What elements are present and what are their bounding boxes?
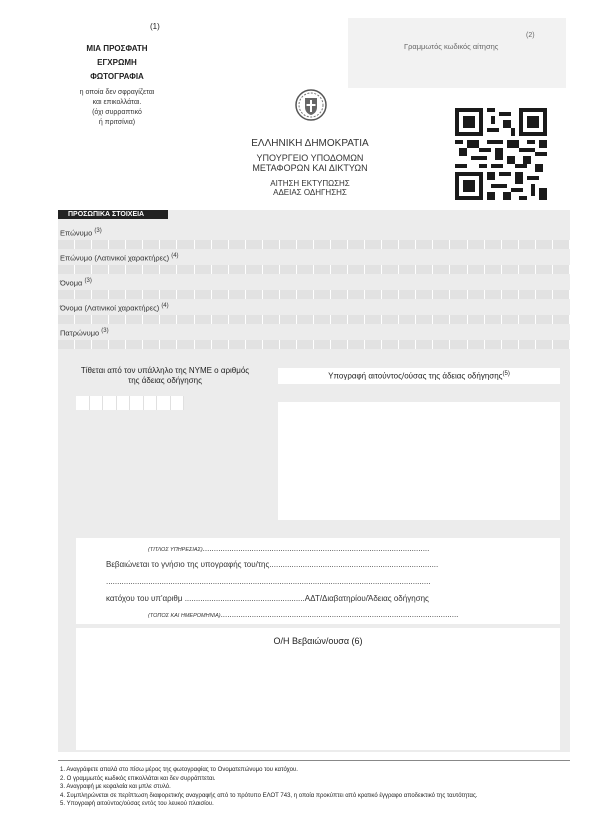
char-cell[interactable] bbox=[399, 315, 416, 324]
char-cell[interactable] bbox=[109, 340, 126, 349]
char-cell[interactable] bbox=[433, 240, 450, 249]
char-cell[interactable] bbox=[331, 265, 348, 274]
char-cell[interactable] bbox=[382, 315, 399, 324]
surname-input[interactable] bbox=[58, 240, 570, 249]
char-cell[interactable] bbox=[280, 340, 297, 349]
nyme-note: Τίθεται από τον υπάλληλο της ΝΥΜΕ ο αριθμός της άδειας οδήγησης bbox=[80, 366, 250, 385]
char-cell[interactable] bbox=[365, 240, 382, 249]
footnotes bbox=[60, 766, 580, 809]
char-cell[interactable] bbox=[553, 340, 570, 349]
char-cell[interactable] bbox=[433, 315, 450, 324]
ministry-title: ΥΠΟΥΡΓΕΙΟ ΥΠΟΔΟΜΩΝ ΜΕΤΑΦΟΡΩΝ ΚΑΙ ΔΙΚΤΥΩΝ bbox=[252, 153, 368, 173]
service-line: (ΤΙΤΛΟΣ ΥΠΗΡΕΣΙΑΣ)...................................................................................................... bbox=[148, 544, 430, 553]
char-cell[interactable] bbox=[348, 265, 365, 274]
char-cell[interactable] bbox=[331, 290, 348, 299]
char-cell[interactable] bbox=[416, 290, 433, 299]
char-cell[interactable] bbox=[177, 290, 194, 299]
char-cell[interactable] bbox=[75, 290, 92, 299]
char-cell[interactable] bbox=[382, 240, 399, 249]
char-cell[interactable] bbox=[263, 315, 280, 324]
char-cell[interactable] bbox=[450, 315, 467, 324]
char-cell[interactable] bbox=[263, 290, 280, 299]
char-cell[interactable] bbox=[92, 340, 109, 349]
char-cell[interactable] bbox=[348, 315, 365, 324]
char-cell[interactable] bbox=[109, 290, 126, 299]
field-label-patronymic: Πατρώνυμο $^{(3)}$ bbox=[60, 328, 109, 338]
char-cell[interactable] bbox=[485, 240, 502, 249]
char-cell[interactable] bbox=[433, 290, 450, 299]
char-cell[interactable] bbox=[117, 396, 131, 410]
char-cell[interactable] bbox=[195, 315, 212, 324]
char-cell[interactable] bbox=[297, 265, 314, 274]
char-cell[interactable] bbox=[58, 290, 75, 299]
char-cell[interactable] bbox=[382, 265, 399, 274]
signature-title-box: Υπογραφή αιτούντος/ούσας της άδειας οδήγησης$^{(5)}$ bbox=[278, 368, 560, 384]
char-cell[interactable] bbox=[177, 265, 194, 274]
char-cell[interactable] bbox=[314, 240, 331, 249]
char-cell[interactable] bbox=[536, 265, 553, 274]
footnote-3: 3. Αναγραφή με κεφαλαία και μπλε στυλό. bbox=[60, 784, 171, 790]
field-label-name-latin: Όνομα (Λατινικοί χαρακτήρες) $^{(4)}$ bbox=[60, 303, 169, 313]
photo-placeholder bbox=[58, 18, 176, 168]
char-cell[interactable] bbox=[58, 315, 75, 324]
char-cell[interactable] bbox=[246, 290, 263, 299]
char-cell[interactable] bbox=[177, 315, 194, 324]
char-cell[interactable] bbox=[416, 265, 433, 274]
certification-line-2: .................................................................................................................................................. bbox=[106, 577, 431, 586]
char-cell[interactable] bbox=[365, 290, 382, 299]
char-cell[interactable] bbox=[58, 340, 75, 349]
char-cell[interactable] bbox=[126, 340, 143, 349]
char-cell[interactable] bbox=[536, 340, 553, 349]
char-cell[interactable] bbox=[450, 340, 467, 349]
char-cell[interactable] bbox=[212, 315, 229, 324]
char-cell[interactable] bbox=[502, 290, 519, 299]
char-cell[interactable] bbox=[75, 340, 92, 349]
char-cell[interactable] bbox=[246, 240, 263, 249]
char-cell[interactable] bbox=[92, 240, 109, 249]
char-cell[interactable] bbox=[160, 315, 177, 324]
char-cell[interactable] bbox=[416, 315, 433, 324]
name-latin-input[interactable] bbox=[58, 315, 570, 324]
barcode-footnote-number: (2) bbox=[526, 32, 535, 39]
char-cell[interactable] bbox=[246, 315, 263, 324]
photo-title: ΜΙΑ ΠΡΟΣΦΑΤΗ ΕΓΧΡΩΜΗ ΦΩΤΟΓΡΑΦΙΑ bbox=[86, 44, 148, 81]
char-cell[interactable] bbox=[195, 340, 212, 349]
char-cell[interactable] bbox=[109, 240, 126, 249]
license-number-input[interactable] bbox=[76, 396, 184, 410]
char-cell[interactable] bbox=[160, 290, 177, 299]
footnote-2: 2. Ο γραμμωτός κωδικός επικολλάται και δεν συρράπτεται. bbox=[60, 775, 216, 782]
char-cell[interactable] bbox=[171, 396, 185, 410]
char-cell[interactable] bbox=[399, 340, 416, 349]
char-cell[interactable] bbox=[126, 265, 143, 274]
char-cell[interactable] bbox=[75, 240, 92, 249]
char-cell[interactable] bbox=[382, 290, 399, 299]
char-cell[interactable] bbox=[450, 290, 467, 299]
char-cell[interactable] bbox=[348, 290, 365, 299]
form-title: ΑΙΤΗΣΗ ΕΚΤΥΠΩΣΗΣ ΑΔΕΙΑΣ ΟΔΗΓΗΣΗΣ bbox=[270, 179, 350, 197]
certification-box bbox=[76, 538, 560, 624]
char-cell[interactable] bbox=[263, 240, 280, 249]
char-cell[interactable] bbox=[160, 340, 177, 349]
char-cell[interactable] bbox=[468, 340, 485, 349]
char-cell[interactable] bbox=[177, 240, 194, 249]
char-cell[interactable] bbox=[553, 315, 570, 324]
char-cell[interactable] bbox=[195, 290, 212, 299]
char-cell[interactable] bbox=[144, 396, 158, 410]
char-cell[interactable] bbox=[450, 240, 467, 249]
char-cell[interactable] bbox=[450, 265, 467, 274]
char-cell[interactable] bbox=[536, 290, 553, 299]
signature-field[interactable] bbox=[278, 402, 560, 520]
char-cell[interactable] bbox=[297, 340, 314, 349]
char-cell[interactable] bbox=[519, 240, 536, 249]
photo-footnote-number: (1) bbox=[150, 22, 160, 31]
patronymic-input[interactable] bbox=[58, 340, 570, 349]
char-cell[interactable] bbox=[103, 396, 117, 410]
photo-note: η οποία δεν σφραγίζεται και επικολλάται. (όχι συρραπτικό ή πριτσίνια) bbox=[79, 89, 155, 126]
char-cell[interactable] bbox=[433, 265, 450, 274]
char-cell[interactable] bbox=[246, 265, 263, 274]
char-cell[interactable] bbox=[519, 315, 536, 324]
char-cell[interactable] bbox=[126, 240, 143, 249]
char-cell[interactable] bbox=[160, 240, 177, 249]
char-cell[interactable] bbox=[75, 265, 92, 274]
footnote-5: 5. Υπογραφή αιτούντος/ούσας εντός του λευκού πλαισίου. bbox=[60, 801, 214, 807]
footnote-4: 4. Συμπληρώνεται σε περίπτωση διαφορετικής αναγραφής από το πρότυπο ΕΛΟΤ 743, η οποία προκύπτει από κρατικό έγγραφο αποδεικτικό της ταυτότητας. bbox=[60, 792, 478, 799]
char-cell[interactable] bbox=[297, 290, 314, 299]
char-cell[interactable] bbox=[502, 340, 519, 349]
char-cell[interactable] bbox=[553, 290, 570, 299]
char-cell[interactable] bbox=[399, 265, 416, 274]
section-title: ΠΡΟΣΩΠΙΚΑ ΣΤΟΙΧΕΙΑ bbox=[58, 210, 168, 219]
char-cell[interactable] bbox=[212, 290, 229, 299]
char-cell[interactable] bbox=[229, 240, 246, 249]
char-cell[interactable] bbox=[365, 340, 382, 349]
char-cell[interactable] bbox=[92, 265, 109, 274]
char-cell[interactable] bbox=[536, 315, 553, 324]
char-cell[interactable] bbox=[519, 340, 536, 349]
char-cell[interactable] bbox=[314, 315, 331, 324]
char-cell[interactable] bbox=[109, 315, 126, 324]
place-date-line: (ΤΟΠΟΣ ΚΑΙ ΗΜΕΡΟΜΗΝΙΑ)........................................................................................................... bbox=[148, 610, 459, 619]
char-cell[interactable] bbox=[399, 290, 416, 299]
qr-code bbox=[455, 108, 547, 200]
barcode-placeholder bbox=[348, 18, 566, 88]
char-cell[interactable] bbox=[143, 265, 160, 274]
char-cell[interactable] bbox=[553, 265, 570, 274]
char-cell[interactable] bbox=[177, 340, 194, 349]
char-cell[interactable] bbox=[160, 265, 177, 274]
char-cell[interactable] bbox=[229, 290, 246, 299]
char-cell[interactable] bbox=[58, 265, 75, 274]
greek-emblem-icon bbox=[294, 88, 328, 122]
char-cell[interactable] bbox=[416, 340, 433, 349]
char-cell[interactable] bbox=[297, 240, 314, 249]
char-cell[interactable] bbox=[263, 340, 280, 349]
char-cell[interactable] bbox=[246, 340, 263, 349]
footnote-divider bbox=[58, 760, 570, 761]
char-cell[interactable] bbox=[229, 265, 246, 274]
char-cell[interactable] bbox=[143, 290, 160, 299]
char-cell[interactable] bbox=[58, 240, 75, 249]
char-cell[interactable] bbox=[468, 290, 485, 299]
char-cell[interactable] bbox=[348, 240, 365, 249]
char-cell[interactable] bbox=[433, 340, 450, 349]
char-cell[interactable] bbox=[485, 265, 502, 274]
char-cell[interactable] bbox=[365, 265, 382, 274]
char-cell[interactable] bbox=[331, 315, 348, 324]
field-label-name: Όνομα $^{(3)}$ bbox=[60, 278, 92, 288]
char-cell[interactable] bbox=[76, 396, 90, 410]
footnote-1: 1. Αναγράφετε απαλά στο πίσω μέρος της φωτογραφίας το Ονοματεπώνυμο του κατόχου. bbox=[60, 767, 298, 773]
char-cell[interactable] bbox=[263, 265, 280, 274]
char-cell[interactable] bbox=[519, 290, 536, 299]
char-cell[interactable] bbox=[75, 315, 92, 324]
char-cell[interactable] bbox=[280, 290, 297, 299]
char-cell[interactable] bbox=[109, 265, 126, 274]
char-cell[interactable] bbox=[157, 396, 171, 410]
char-cell[interactable] bbox=[297, 315, 314, 324]
char-cell[interactable] bbox=[416, 240, 433, 249]
char-cell[interactable] bbox=[314, 265, 331, 274]
char-cell[interactable] bbox=[90, 396, 104, 410]
char-cell[interactable] bbox=[126, 315, 143, 324]
char-cell[interactable] bbox=[229, 315, 246, 324]
char-cell[interactable] bbox=[536, 240, 553, 249]
char-cell[interactable] bbox=[92, 315, 109, 324]
char-cell[interactable] bbox=[314, 340, 331, 349]
char-cell[interactable] bbox=[212, 265, 229, 274]
char-cell[interactable] bbox=[130, 396, 144, 410]
char-cell[interactable] bbox=[485, 340, 502, 349]
char-cell[interactable] bbox=[143, 240, 160, 249]
char-cell[interactable] bbox=[468, 265, 485, 274]
char-cell[interactable] bbox=[331, 240, 348, 249]
char-cell[interactable] bbox=[519, 265, 536, 274]
char-cell[interactable] bbox=[331, 340, 348, 349]
name-input[interactable] bbox=[58, 290, 570, 299]
char-cell[interactable] bbox=[92, 290, 109, 299]
char-cell[interactable] bbox=[502, 265, 519, 274]
char-cell[interactable] bbox=[280, 240, 297, 249]
char-cell[interactable] bbox=[365, 315, 382, 324]
char-cell[interactable] bbox=[143, 340, 160, 349]
char-cell[interactable] bbox=[195, 265, 212, 274]
field-label-surname-latin: Επώνυμο (Λατινικοί χαρακτήρες) $^{(4)}$ bbox=[60, 253, 179, 263]
char-cell[interactable] bbox=[502, 315, 519, 324]
confirmer-title: Ο/Η Βεβαιών/ουσα (6) bbox=[273, 636, 363, 646]
char-cell[interactable] bbox=[314, 290, 331, 299]
char-cell[interactable] bbox=[280, 265, 297, 274]
char-cell[interactable] bbox=[468, 315, 485, 324]
surname-latin-input[interactable] bbox=[58, 265, 570, 274]
char-cell[interactable] bbox=[212, 340, 229, 349]
country-title: ΕΛΛΗΝΙΚΗ ΔΗΜΟΚΡΑΤΙΑ bbox=[251, 138, 369, 149]
char-cell[interactable] bbox=[126, 290, 143, 299]
char-cell[interactable] bbox=[280, 315, 297, 324]
char-cell[interactable] bbox=[212, 240, 229, 249]
char-cell[interactable] bbox=[485, 290, 502, 299]
char-cell[interactable] bbox=[399, 240, 416, 249]
char-cell[interactable] bbox=[195, 240, 212, 249]
confirmer-box[interactable] bbox=[76, 628, 560, 750]
certification-line-1: Βεβαιώνεται το γνήσιο της υπογραφής του/της............................................................................ bbox=[106, 560, 439, 569]
char-cell[interactable] bbox=[143, 315, 160, 324]
char-cell[interactable] bbox=[229, 340, 246, 349]
char-cell[interactable] bbox=[348, 340, 365, 349]
char-cell[interactable] bbox=[468, 240, 485, 249]
field-label-surname: Επώνυμο $^{(3)}$ bbox=[60, 228, 102, 238]
certification-line-3: κατόχου του υπ'αριθμ ......................................................ΑΔΤ/Διαβατηρίου/Άδειας οδήγησης bbox=[106, 594, 429, 603]
char-cell[interactable] bbox=[382, 340, 399, 349]
char-cell[interactable] bbox=[485, 315, 502, 324]
char-cell[interactable] bbox=[502, 240, 519, 249]
char-cell[interactable] bbox=[553, 240, 570, 249]
barcode-label: Γραμμωτός κωδικός αίτησης bbox=[404, 42, 499, 51]
